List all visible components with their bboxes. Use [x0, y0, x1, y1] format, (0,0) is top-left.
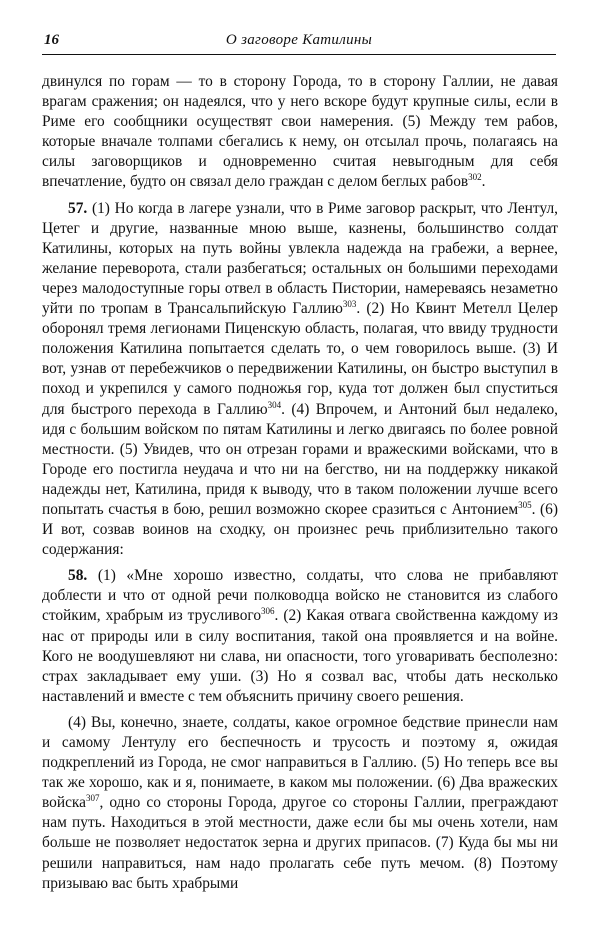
text-segment: . (2) Но Квинт Метелл Целер оборонял тремя легионами Пиценскую область, полагая, что ввиду трудности положения Катилина попытается сделать то, о чем говорилось выше. (3) И вот, узнав от перебежчиков о передвижении Катилины, он быстро выступил в поход и укрепился у самого подножья гор, куда тот должен был спуститься для быстрого перехода в Галлию	[42, 300, 558, 418]
body-text	[42, 72, 558, 900]
paragraph-section-58	[42, 566, 558, 707]
text-segment: , одно со стороны Города, другое со стороны Галлии, преграждают нам путь. Находиться в этой местности, даже если бы мы очень хотели, нам больше не позволяет недостаток зерна и других припасов. (7) Куда бы мы ни решили направиться, нам надо пролагать себе путь мечом. (8) Поэтому призываю вас быть храбрыми	[42, 794, 558, 892]
paragraph-section-57	[42, 199, 558, 561]
footnote-ref: 302	[468, 172, 482, 183]
footnote-ref: 307	[86, 793, 100, 804]
text-segment: двинулся по горам — то в сторону Города, то в сторону Галлии, не давая врагам сражения; он надеялся, что у него вскоре будут крупные силы, если в Риме его сообщники осуществят свои намерения. (5) Между тем рабов, которые вначале толпами сбегались к нему, он отсылал прочь, полагаясь на силы заговорщиков и одновременно считая невыгодным для себя впечатление, будто он связал дело граждан с делом беглых рабов	[42, 73, 558, 191]
footnote-ref: 305	[518, 499, 532, 510]
running-title: О заговоре Катилины	[225, 32, 373, 48]
paragraph-continuation: двинулся по горам — то в сторону Города, то в сторону Галлии, не давая врагам сражения; он надеялся, что у него вскоре будут крупные силы, если в Риме его сообщники осуществят свои намерения. (5) Между тем рабов, которые вначале толпами сбегались к нему, он отсылал прочь, полагаясь на силы заговорщиков и одновременно считая невыгодным для себя впечатление, будто он связал дело граждан с делом беглых рабов$^{302}$.	[42, 73, 558, 191]
footnote-ref: 306	[261, 606, 275, 617]
section-number: 58.	[68, 567, 88, 585]
text-segment: (1) «Мне хорошо известно, солдаты, что слова не прибавляют доблести и что от одной речи полководца войско не становится из слабого стойким, храбрым из трусливого	[42, 567, 558, 625]
text-segment: . (2) Какая отвага свойственна каждому из нас от природы или в силу воспитания, такой она проявляется и на войне. Кого не воодушевляют ни слава, ни опасности, того уговаривать бесполезно: страх закладывает ему уши. (3) Но я созвал вас, чтобы дать несколько наставлений и вместе с тем объяснить причину своего решения.	[42, 607, 558, 705]
page-number: 16	[44, 32, 59, 48]
text-segment: . (6) И вот, созвав воинов на сходку, он произнес речь приблизительно такого содержания:	[42, 500, 558, 559]
text-segment: (1) Но когда в лагере узнали, что в Риме заговор раскрыт, что Лентул, Цетег и другие, названные мною выше, казнены, большинство солдат Катилины, которых на путь войны увлекла надежда на грабежи, а вернее, желание переворота, стали разбегаться; остальных он большими переходами через малодоступные горы отвел в область Пистории, намереваясь незаметно уйти по тропам в Трансальпийскую Галлию	[42, 199, 558, 318]
page-header	[42, 30, 556, 55]
footnote-ref: 303	[342, 299, 357, 310]
text-segment: . (4) Впрочем, и Антоний был недалеко, идя с большим войском по пятам Катилины и легко двигаясь по более ровной местности. (5) Увидев, что он отрезан горами и вражескими войсками, что в Городе его постигла неудача и что ни на бегство, ни на поддержку никакой надежды нет, Катилина, придя к выводу, что в таком положении лучше всего попытать счастья в бою, решил возможно скорее сразиться с Антонием	[42, 400, 558, 518]
footnote-ref: 304	[267, 399, 282, 410]
text-segment: (4) Вы, конечно, знаете, солдаты, какое огромное бедствие принесли нам и самому Лентулу его беспечность и трусость и поэтому я, ожидая подкреплений из Города, не смог направиться в Галлию. (5) Но теперь все вы так же хорошо, как и я, понимаете, в каком мы положении. (6) Два вражеских войска	[42, 713, 558, 812]
section-number: 57.	[68, 199, 88, 217]
paragraph-speech	[42, 713, 558, 894]
